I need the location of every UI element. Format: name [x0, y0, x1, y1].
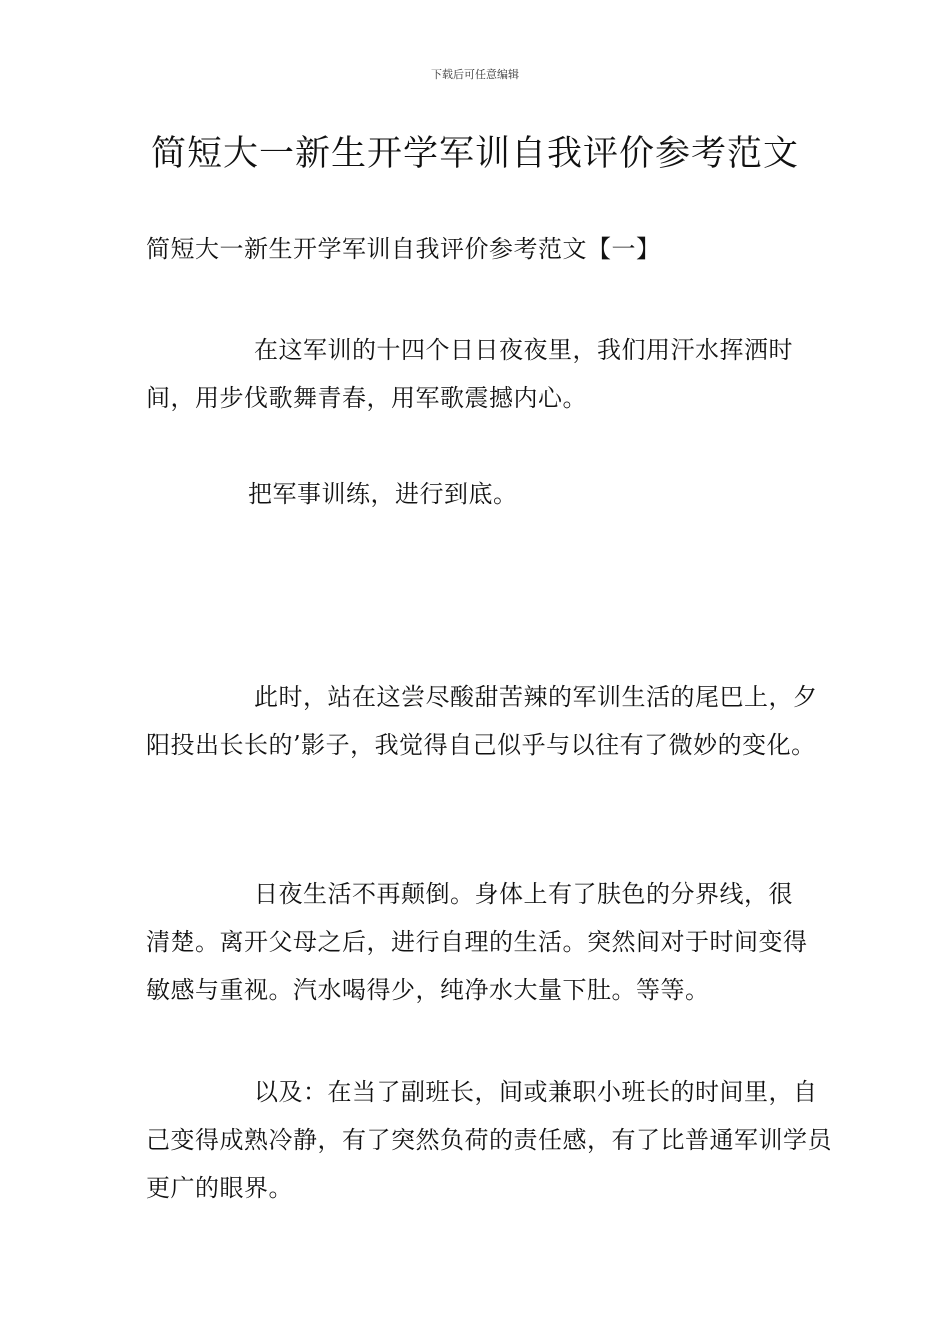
document-title: 简短大一新生开学军训自我评价参考范文 [150, 134, 799, 174]
paragraph-3: 此时，站在这尝尽酸甜苦辣的军训生活的尾巴上，夕阳投出长长的’影子，我觉得自己似乎与以往有了微妙的变化。 [146, 683, 818, 759]
paragraph-4: 日夜生活不再颠倒。身体上有了肤色的分界线，很清楚。离开父母之后，进行自理的生活。突然间对于时间变得敏感与重视。汽水喝得少，纯净水大量下肚。等等。 [146, 880, 808, 1004]
paragraph-2: 把军事训练，进行到底。 [248, 480, 518, 508]
header-note: 下载后可任意编辑 [431, 68, 519, 81]
paragraph-5: 以及：在当了副班长，间或兼职小班长的时间里，自己变得成熟冷静，有了突然负荷的责任感，有了比普通军训学员更广的眼界。 [146, 1078, 832, 1202]
paragraph-1: 在这军训的十四个日日夜夜里，我们用汗水挥洒时间，用步伐歌舞青春，用军歌震撼内心。 [146, 336, 793, 412]
section-heading: 简短大一新生开学军训自我评价参考范文【一】 [146, 235, 661, 263]
